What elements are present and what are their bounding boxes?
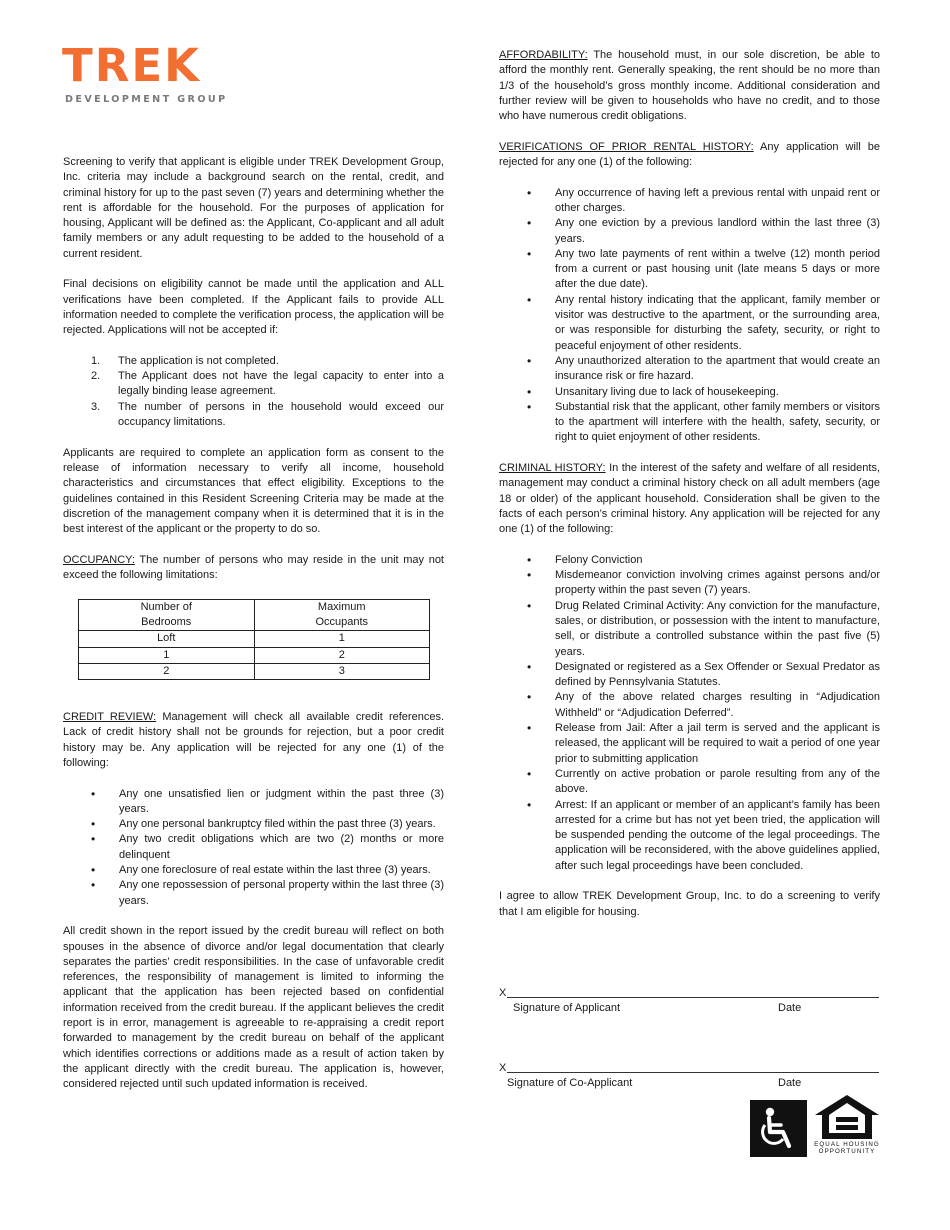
applicant-signature-line[interactable]: X (499, 986, 879, 1001)
list-item: • Designated or registered as a Sex Offender or Sexual Predator as defined by Pennsylvania Statutes. (527, 660, 880, 691)
list-item: • Arrest: If an applicant or member of an applicant’s family has been arrested for a crime but has not yet been tried, the application will be suspended pending the outcome of the legal proceedings. The application will be reconsidered, with the above guidelines applied, after such legal proceedings have been concluded. (527, 798, 880, 874)
criminal-history-heading: CRIMINAL HISTORY: (499, 462, 606, 475)
list-item: • Any one eviction by a previous landlord within the last three (3) years. (527, 216, 880, 247)
logo-wordmark: TREK (62, 39, 201, 92)
rental-history-section: VERIFICATIONS OF PRIOR RENTAL HISTORY: Any application will be rejected for any one (1) of the following: (499, 140, 880, 169)
affordability-section: AFFORDABILITY: The household must, in our sole discretion, be able to afford the monthly rent. Generally speaking, the rent should be no more than 1/3 of the household’s gross monthly income. Additional consideration and further review will be given to households who have no credit, and to those who have numerous credit obligations. (499, 49, 880, 123)
credit-list (91, 787, 444, 909)
co-applicant-signature-block (499, 1061, 879, 1092)
list-item: • Substantial risk that the applicant, other family members or visitors to the apartment will interfere with the health, safety, security, or right to quiet enjoyment of other residents. (527, 400, 880, 446)
intro-paragraph: Screening to verify that applicant is eligible under TREK Development Group, Inc. criteria may include a background search on the rental, credit, and criminal history for up to the past seven (7) years and determining whether the rent is affordable for the household. For the purposes of application for housing, Applicant will be defined as: the Applicant, Co-applicant and all adult family members or any adult requesting to be added to the household of a current resident. (63, 156, 444, 260)
list-item: • Any one unsatisfied lien or judgment within the past three (3) years. (91, 787, 444, 818)
list-item: 3. The number of persons in the household would exceed our occupancy limitations. (91, 400, 444, 429)
list-item: • Any one personal bankruptcy filed within the past three (3) years. (91, 817, 444, 832)
table-row: 1 2 (79, 647, 430, 663)
table-row: Loft 1 (79, 631, 430, 647)
table-row: 2 3 (79, 663, 430, 679)
occupancy-heading: OCCUPANCY: (63, 553, 135, 566)
eho-caption-line2: OPPORTUNITY (818, 1148, 876, 1155)
list-item: • Felony Conviction (527, 553, 880, 568)
eligibility-paragraph: Final decisions on eligibility cannot be made until the application and ALL verifications have been completed. If the Applicant fails to provide ALL information needed to complete the verification process, the application will be rejected. Applications will not be accepted if: (63, 278, 444, 337)
occupancy-section: OCCUPANCY: The number of persons who may reside in the unit may not exceed the following limitations: (63, 553, 444, 582)
company-logo (62, 39, 232, 107)
list-item: • Release from Jail: After a jail term is served and the applicant is released, the applicant will be required to wait a period of one year prior to submitting application (527, 721, 880, 767)
applicant-signature-label: Signature of Applicant (513, 1002, 621, 1014)
list-item: • Drug Related Criminal Activity: Any conviction for the manufacture, sales, or distribution, or possession with the intent to manufacture, sell, or distribute a controlled substance within the past five (5) years. (527, 599, 880, 660)
list-item: • Any of the above related charges resulting in “Adjudication Withheld” or “Adjudication Deferred”. (527, 690, 880, 721)
rejection-conditions-list (91, 354, 444, 430)
consent-paragraph: Applicants are required to complete an application form as consent to the release of information necessary to verify all income, household characteristics and circumstances that effect eligibility. Exceptions to the guidelines contained in this Resident Screening Criteria may be made at the discretion of the management company when it is determined that it is in the best interest of the applicant or the property to do so. (63, 446, 444, 536)
occupancy-table (78, 599, 430, 680)
applicant-date-label: Date (778, 1002, 802, 1014)
applicant-signature-block (499, 986, 879, 1017)
credit-section: CREDIT REVIEW: Management will check all available credit references. Lack of credit history shall not be grounds for rejection, but a poor credit history may be. Any application will be rejected for any one (1) of the following: (63, 711, 444, 769)
table-header-occupants: Maximum Occupants (254, 599, 430, 631)
table-header-row (79, 599, 430, 631)
agreement-statement: I agree to allow TREK Development Group, Inc. to do a screening to verify that I am eligible for housing. (499, 890, 880, 918)
co-applicant-signature-label: Signature of Co-Applicant (507, 1077, 633, 1089)
eho-caption-line1: EQUAL HOUSING (814, 1141, 880, 1148)
co-applicant-date-label: Date (778, 1077, 802, 1089)
list-item: • Any rental history indicating that the applicant, family member or visitor was destructive to the apartment, or the surrounding area, or was responsible for disturbing the safety, security, or right to peaceful enjoyment of other residents. (527, 293, 880, 354)
criminal-history-list (527, 553, 880, 874)
list-item: 2. The Applicant does not have the legal capacity to enter into a legally binding lease agreement. (91, 370, 444, 398)
equal-housing-icon (812, 1093, 882, 1159)
list-item: • Any one repossession of personal property within the last three (3) years. (91, 878, 444, 909)
rental-history-heading: VERIFICATIONS OF PRIOR RENTAL HISTORY: (499, 140, 754, 153)
list-item: • Misdemeanor conviction involving crimes against persons and/or property within the past seven (7) years. (527, 568, 880, 599)
logo-subtitle: DEVELOPMENT GROUP (65, 94, 228, 105)
list-item: • Any two credit obligations which are two (2) months or more delinquent (91, 832, 444, 863)
rental-history-list (527, 186, 880, 446)
credit-heading: CREDIT REVIEW: (63, 711, 157, 724)
list-item: • Currently on active probation or parole resulting from any of the above. (527, 767, 880, 798)
credit-bureau-paragraph: All credit shown in the report issued by the credit bureau will reflect on both spouses in the absence of divorce and/or legal documentation that clearly separates the parties’ credit responsibilities. In the case of unfavorable credit references, the responsibility of management is limited to informing the applicant that the application has been rejected based on confidential information received from the credit bureau. If the applicant believes the credit report is in error, management is agreeable to re-appraising a credit report forwarded to management by the credit bureau on behalf of the applicant which identifies corrections or additions made as a result of action taken by the applicant directly with the credit bureau. The application is, however, considered rejected until such updated information is received. (63, 925, 444, 1091)
list-item: 1. The application is not completed. (91, 354, 279, 367)
co-applicant-signature-line[interactable]: X (499, 1061, 879, 1076)
list-item: • Any unauthorized alteration to the apartment that would create an insurance risk or fire hazard. (527, 354, 880, 385)
affordability-heading: AFFORDABILITY: (499, 49, 588, 61)
list-item: • Any one foreclosure of real estate within the last three (3) years. (91, 863, 444, 878)
list-item: • Any occurrence of having left a previous rental with unpaid rent or other charges. (527, 186, 880, 217)
list-item: • Unsanitary living due to lack of housekeeping. (527, 385, 880, 400)
list-item: • Any two late payments of rent within a twelve (12) month period from a current or past housing unit (late means 5 days or more after the due date). (527, 247, 880, 293)
right-column (499, 48, 880, 920)
criminal-history-section: CRIMINAL HISTORY: In the interest of the safety and welfare of all residents, management may conduct a criminal history check on all adult members (age 18 or older) of the applicant household. Consideration shall be given to the facts of each person’s criminal history. Any application will be rejected for any one (1) of the following: (499, 462, 880, 536)
left-column (63, 155, 444, 1093)
wheelchair-icon (750, 1100, 807, 1157)
table-header-bedrooms: Number of Bedrooms (79, 599, 255, 631)
